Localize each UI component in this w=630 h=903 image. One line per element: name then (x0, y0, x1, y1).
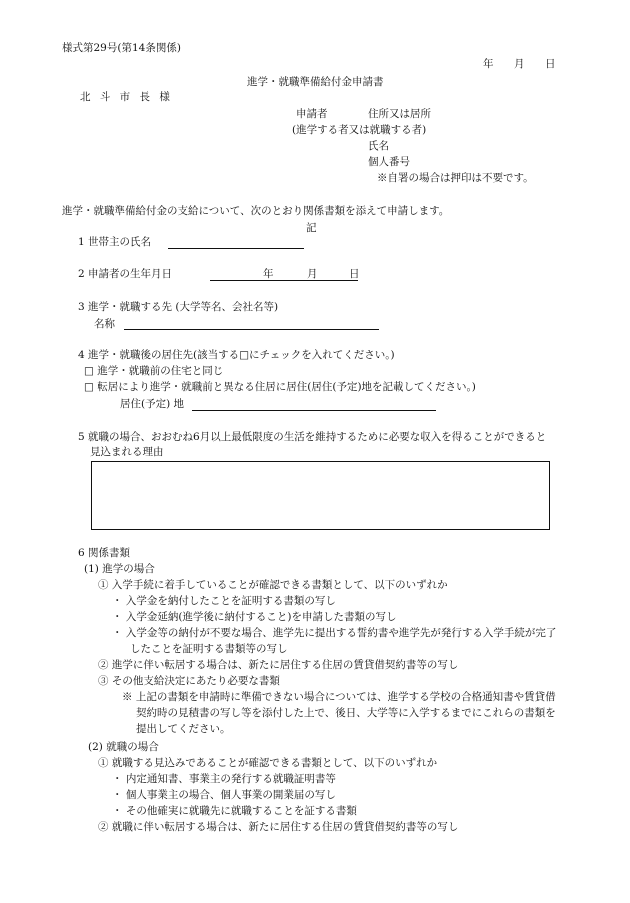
date-month-label: 月 (514, 58, 525, 70)
item6-sub1-c2: ② 進学に伴い転居する場合は、新たに居住する住居の賃貸借契約書等の写し (98, 659, 459, 671)
destination-name-label: 名称 (94, 318, 115, 330)
item5-line2: 見込まれる理由 (90, 446, 164, 458)
item6-note-a: ※ 上記の書類を申請時に準備できない場合については、進学する学校の合格通知書や賃貸借 (122, 691, 556, 703)
item6-sub1-c1-b3a: ・ 入学金等の納付が不要な場合、進学先に提出する誓約書や進学先が発行する入学手続が完了 (112, 627, 557, 639)
item6-sub1-c1-b2: ・ 入学金延納(進学後に納付すること)を申請した書類の写し (112, 611, 397, 623)
item1-label: 1 世帯主の氏名 (78, 236, 152, 248)
address-label: 住所又は居所 (368, 108, 431, 120)
item6-sub2-c1: ① 就職する見込みであることが確認できる書類として、以下のいずれか (98, 757, 438, 769)
item6-sub1-c1: ① 入学手続に着手していることが確認できる書類として、以下のいずれか (98, 579, 448, 591)
item3-label: 3 進学・就職する先 (大学等名、会社名等) (78, 301, 279, 313)
applicant-sub-label: (進学する者又は就職する者) (292, 124, 427, 136)
item6-sub2-c1-b3: ・ その他確実に就職先に就職することを証する書類 (112, 805, 357, 817)
destination-name-line[interactable] (124, 329, 379, 330)
item5-line1: 5 就職の場合、おおむね6月以上最低限度の生活を維持するために必要な収入を得ることができると (78, 431, 547, 443)
page-title: 進学・就職準備給付金申請書 (247, 76, 384, 88)
item6-sub1-c1-b3b: したことを証明する書類等の写し (130, 643, 288, 655)
birth-month-label: 月 (307, 268, 318, 280)
item6-sub2: (2) 就職の場合 (88, 741, 159, 753)
item6-sub2-c1-b2: ・ 個人事業主の場合、個人事業の開業届の写し (112, 789, 336, 801)
date-year-label: 年 (483, 58, 494, 70)
item6-sub2-c1-b1: ・ 内定通知書、事業主の発行する就職証明書等 (112, 773, 336, 785)
intro-text: 進学・就職準備給付金の支給について、次のとおり関係書類を添えて申請します。 (62, 205, 450, 217)
name-label: 氏名 (368, 140, 389, 152)
seal-note: ※自署の場合は押印は不要です。 (377, 172, 534, 184)
birthdate-line[interactable] (210, 280, 358, 281)
birth-day-label: 日 (349, 268, 360, 280)
planned-residence-line[interactable] (192, 410, 436, 411)
addressee: 北 斗 市 長 様 (80, 91, 173, 103)
residence-option-different[interactable]: □ 転居により進学・就職前と異なる住居に居住(居住(予定)地を記載してください。) (84, 381, 476, 393)
date-day-label: 日 (545, 58, 556, 70)
birth-year-label: 年 (263, 268, 274, 280)
item2-label: 2 申請者の生年月日 (78, 268, 173, 280)
item6-label: 6 関係書類 (78, 547, 131, 559)
item4-label: 4 進学・就職後の居住先(該当する□にチェックを入れてください。) (78, 349, 395, 361)
residence-option-same[interactable]: □ 進学・就職前の住宅と同じ (84, 365, 224, 377)
householder-name-line[interactable] (168, 248, 304, 249)
item6-note-b: 契約時の見積書の写し等を添付した上で、後日、大学等に入学するまでにこれらの書類を (136, 707, 556, 719)
ki-marker: 記 (306, 222, 317, 234)
planned-residence-label: 居住(予定) 地 (120, 398, 185, 410)
applicant-label: 申請者 (296, 108, 328, 120)
id-number-label: 個人番号 (368, 156, 410, 168)
reason-textbox[interactable] (91, 461, 550, 530)
item6-sub1: (1) 進学の場合 (84, 563, 155, 575)
item6-sub1-c1-b1: ・ 入学金を納付したことを証明する書類の写し (112, 595, 336, 607)
item6-sub2-c2: ② 就職に伴い転居する場合は、新たに居住する住居の賃貸借契約書等の写し (98, 821, 459, 833)
item6-note-c: 提出してください。 (136, 723, 231, 735)
item6-sub1-c3: ③ その他支給決定にあたり必要な書類 (98, 675, 280, 687)
form-number: 様式第29号(第14条関係) (62, 42, 181, 54)
